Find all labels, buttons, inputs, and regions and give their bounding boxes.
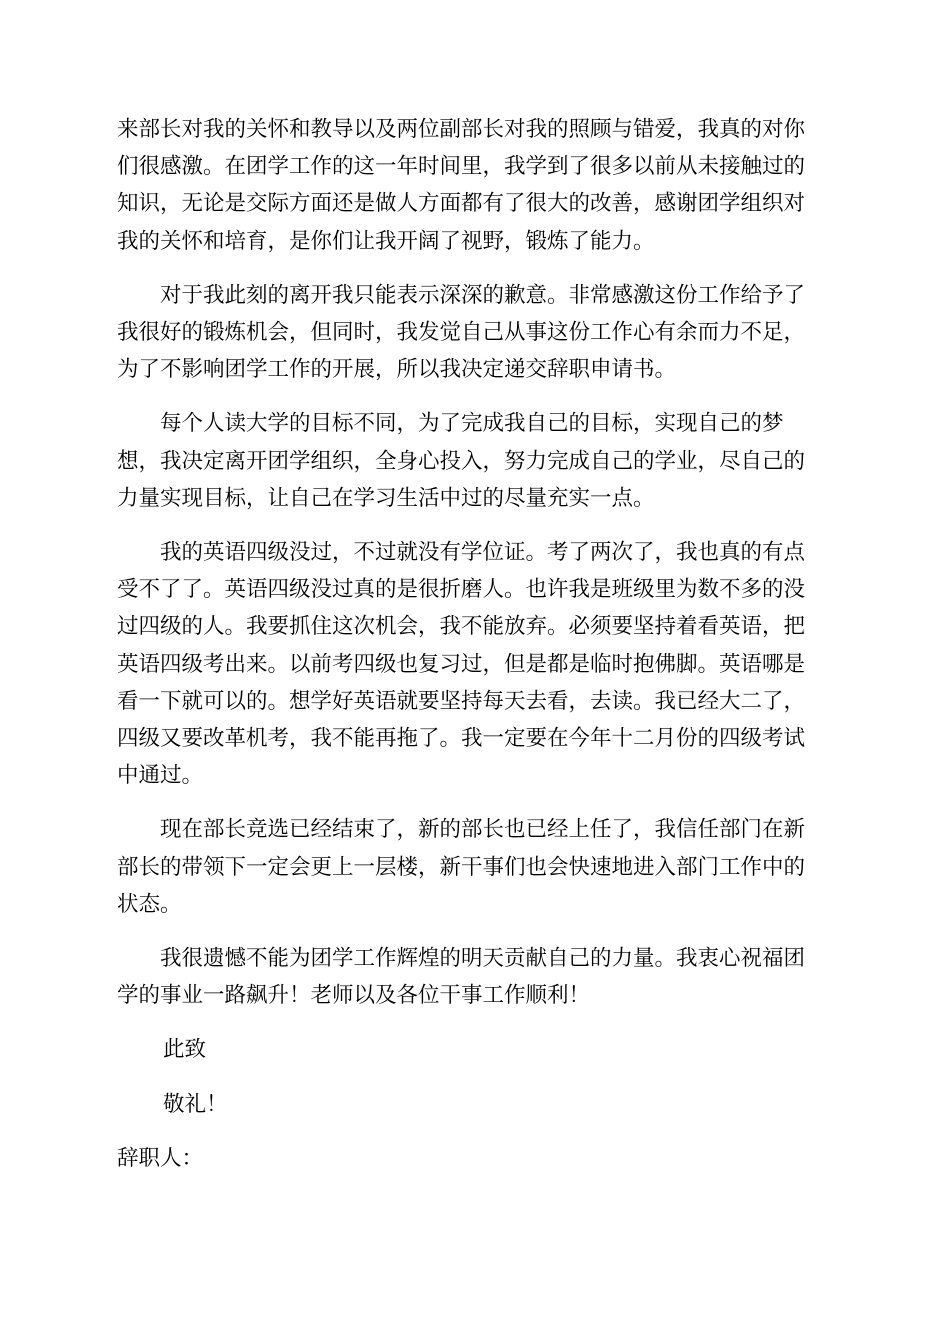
text-line: 状态。	[117, 891, 182, 917]
text-line: 受不了了。英语四级没过真的是很折磨人。也许我是班级里为数不多的没	[117, 577, 806, 603]
text-line: 四级又要改革机考，我不能再拖了。我一定要在今年十二月份的四级考试	[117, 726, 806, 752]
paragraph-1	[117, 111, 833, 260]
text-line: 现在部长竞选已经结束了，新的部长也已经上任了，我信任部门在新	[160, 817, 806, 843]
paragraph-5	[117, 811, 833, 923]
text-line: 我很遗憾不能为团学工作辉煌的明天贡献自己的力量。我衷心祝福团	[160, 946, 806, 972]
text-line: 部长的带领下一定会更上一层楼，新干事们也会快速地进入部门工作中的	[117, 854, 806, 880]
text-line: 来部长对我的关怀和教导以及两位副部长对我的照顾与错爱，我真的对你	[117, 117, 806, 142]
text-line: 我的英语四级没过，不过就没有学位证。考了两次了，我也真的有点	[160, 540, 806, 566]
text-line: 力量实现目标，让自己在学习生活中过的尽量充实一点。	[117, 485, 655, 511]
text-line: 学的事业一路飙升！老师以及各位干事工作顺利！	[117, 983, 591, 1009]
text-line: 我很好的锻炼机会，但同时，我发觉自己从事这份工作心有余而力不足，	[117, 320, 806, 346]
text-line: 每个人读大学的目标不同，为了完成我自己的目标，实现自己的梦	[160, 411, 784, 437]
letter-body	[117, 111, 833, 1177]
text-line: 过四级的人。我要抓住这次机会，我不能放弃。必须要坚持着看英语，把	[117, 614, 806, 640]
closing-salutation: 此致	[163, 1037, 207, 1063]
text-line: 们很感激。在团学工作的这一年时间里，我学到了很多以前从未接触过的	[117, 154, 806, 180]
text-line: 英语四级考出来。以前考四级也复习过，但是都是临时抱佛脚。英语哪是	[117, 651, 806, 677]
paragraph-3	[117, 405, 833, 517]
signature-label: 辞职人：	[117, 1145, 204, 1171]
text-line: 想，我决定离开团学组织，全身心投入，努力完成自己的学业，尽自己的	[117, 448, 806, 474]
text-line: 对于我此刻的离开我只能表示深深的歉意。非常感激这份工作给予了	[160, 282, 806, 308]
closing-regards: 敬礼！	[163, 1091, 228, 1117]
text-line: 我的关怀和培育，是你们让我开阔了视野，锻炼了能力。	[117, 228, 655, 254]
text-line: 知识，无论是交际方面还是做人方面都有了很大的改善，感谢团学组织对	[117, 191, 806, 217]
paragraph-6	[117, 940, 833, 1014]
paragraph-2	[117, 277, 833, 389]
text-line: 看一下就可以的。想学好英语就要坚持每天去看，去读。我已经大二了，	[117, 688, 806, 714]
paragraph-4	[117, 534, 833, 794]
text-line: 中通过。	[117, 763, 204, 789]
text-line: 为了不影响团学工作的开展，所以我决定递交辞职申请书。	[117, 357, 677, 383]
